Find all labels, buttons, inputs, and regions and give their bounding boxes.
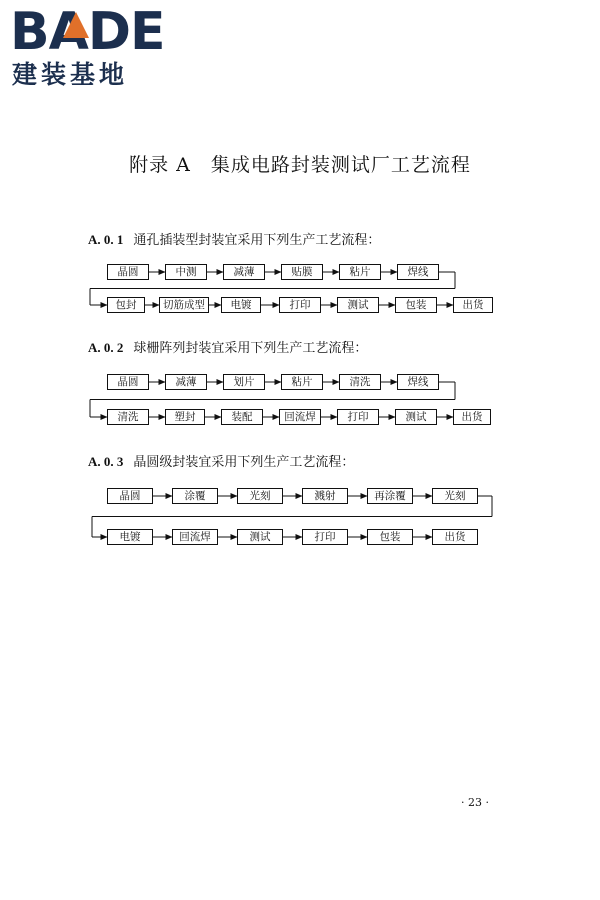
logo-brand: BADE: [10, 2, 165, 62]
process-step-box: 包封: [107, 297, 145, 313]
process-step-box: 测试: [395, 409, 437, 425]
process-step-box: 贴膜: [281, 264, 323, 280]
process-step-box: 再涂覆: [367, 488, 413, 504]
process-step-box: 打印: [279, 297, 321, 313]
process-step-box: 光刻: [237, 488, 283, 504]
process-step-box: 晶圆: [107, 264, 149, 280]
process-step-box: 涂覆: [172, 488, 218, 504]
section-heading-a02: [88, 337, 367, 356]
page-number: · 23 ·: [461, 796, 489, 809]
process-step-box: 划片: [223, 374, 265, 390]
process-step-box: 焊线: [397, 374, 439, 390]
process-step-box: 出货: [432, 529, 478, 545]
process-step-box: 回流焊: [279, 409, 321, 425]
process-step-box: 打印: [337, 409, 379, 425]
process-step-box: 包装: [367, 529, 413, 545]
process-step-box: 测试: [237, 529, 283, 545]
bade-logo: [10, 4, 180, 94]
section-heading-a03: [88, 451, 354, 470]
process-step-box: 塑封: [165, 409, 205, 425]
logo-subtitle: 建装基地: [12, 60, 129, 89]
process-step-box: 焊线: [397, 264, 439, 280]
process-step-box: 电镀: [107, 529, 153, 545]
process-step-box: 包装: [395, 297, 437, 313]
process-step-box: 溅射: [302, 488, 348, 504]
section-text: 晶圆级封装宜采用下列生产工艺流程：: [133, 455, 355, 470]
process-step-box: 装配: [221, 409, 263, 425]
process-step-box: 清洗: [107, 409, 149, 425]
process-step-box: 回流焊: [172, 529, 218, 545]
process-step-box: 粘片: [339, 264, 381, 280]
process-step-box: 粘片: [281, 374, 323, 390]
process-step-box: 出货: [453, 297, 493, 313]
process-step-box: 打印: [302, 529, 348, 545]
section-number: A. 0. 1: [88, 232, 124, 247]
page-title: 附录 A 集成电路封装测试厂工艺流程: [129, 154, 471, 176]
section-text: 通孔插装型封装宜采用下列生产工艺流程：: [133, 233, 381, 248]
process-step-box: 晶圆: [107, 374, 149, 390]
process-step-box: 中测: [165, 264, 207, 280]
process-step-box: 清洗: [339, 374, 381, 390]
process-step-box: 测试: [337, 297, 379, 313]
process-step-box: 光刻: [432, 488, 478, 504]
section-number: A. 0. 2: [88, 340, 124, 355]
process-step-box: 晶圆: [107, 488, 153, 504]
section-heading-a01: [88, 229, 380, 248]
section-text: 球栅阵列封装宜采用下列生产工艺流程：: [133, 341, 368, 356]
logo-accent-triangle: [63, 12, 89, 38]
process-step-box: 电镀: [221, 297, 261, 313]
process-step-box: 出货: [453, 409, 491, 425]
process-step-box: 切筋成型: [159, 297, 209, 313]
section-number: A. 0. 3: [88, 454, 124, 469]
process-step-box: 减薄: [165, 374, 207, 390]
process-step-box: 减薄: [223, 264, 265, 280]
